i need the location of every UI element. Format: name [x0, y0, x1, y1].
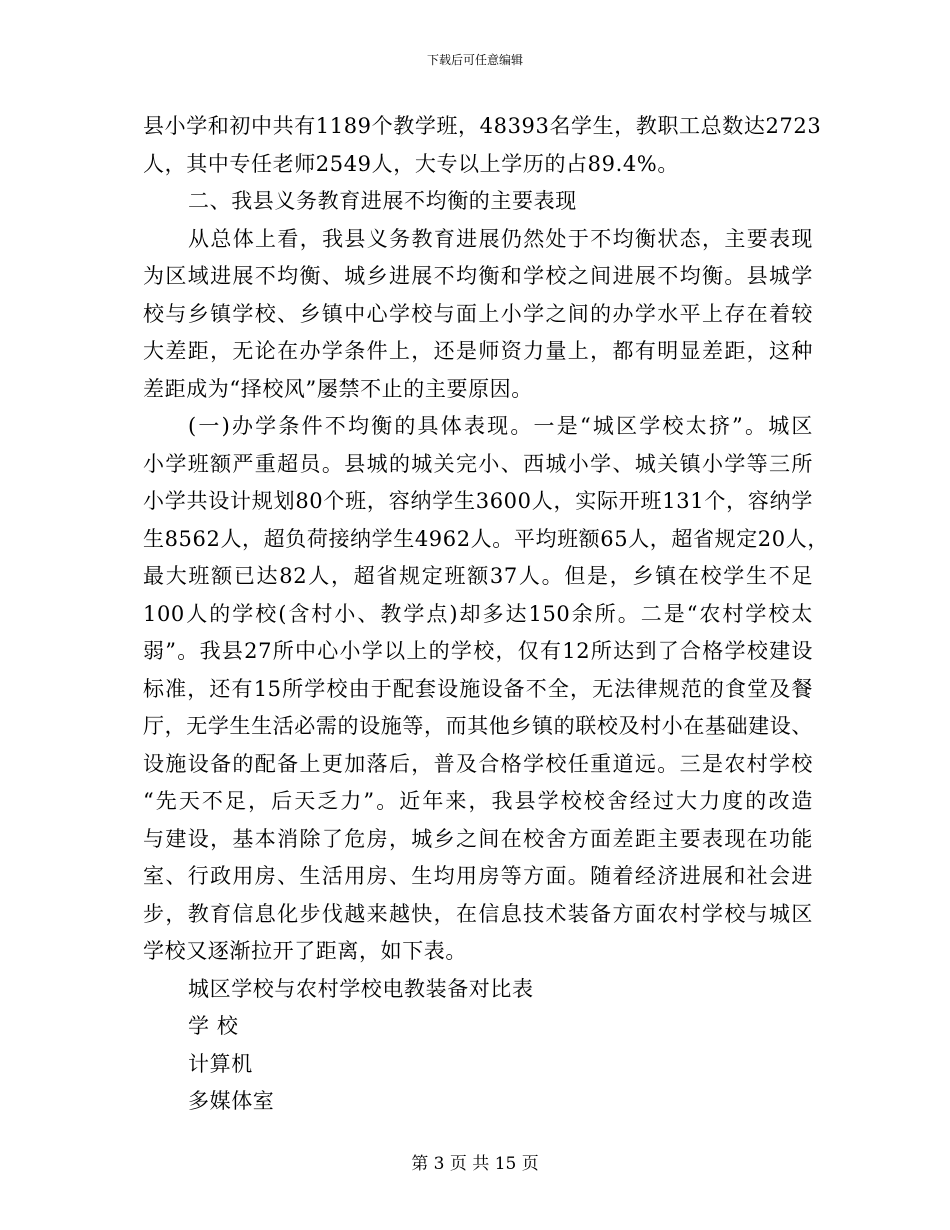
text-line-15: 弱”。我县27所中心小学以上的学校，仅有12所达到了合格学校建设 — [143, 639, 813, 663]
text-line-19: “先天不足，后天乏力”。近年来，我县学校校舍经过大力度的改造 — [143, 789, 813, 813]
section-heading: 二、我县义务教育进展不均衡的主要表现 — [188, 189, 577, 213]
text-line-7: 大差距，无论在办学条件上，还是师资力量上，都有明显差距，这种 — [143, 339, 813, 363]
table-header-computer: 计算机 — [188, 1051, 253, 1076]
text-line-23: 学校又逐渐拉开了距离，如下表。 — [143, 939, 467, 963]
text-line-16: 标准，还有15所学校由于配套设施设备不全，无法律规范的食堂及餐 — [143, 676, 813, 701]
text-line-22: 步，教育信息化步伐越来越快，在信息技术装备方面农村学校与城区 — [143, 901, 813, 926]
text-line-17: 厅，无学生生活必需的设施等，而其他乡镇的联校及村小在基础建设、 — [143, 714, 813, 738]
document-body — [143, 108, 829, 1121]
text-line-1: 县小学和初中共有1189个教学班，48393名学生，教职工总数达2723 — [143, 114, 822, 138]
page-footer: 第 3 页 共 15 页 — [411, 1154, 539, 1174]
table-caption: 城区学校与农村学校电教装备对比表 — [188, 976, 534, 1001]
table-header-school: 学 校 — [188, 1014, 239, 1038]
text-line-14: 100人的学校(含村小、教学点)却多达150余所。二是“农村学校太 — [143, 601, 813, 626]
text-line-8: 差距成为“择校风”屡禁不止的主要原因。 — [143, 376, 533, 401]
text-line-5: 为区域进展不均衡、城乡进展不均衡和学校之间进展不均衡。县城学 — [143, 264, 813, 288]
text-line-20: 与建设，基本消除了危房，城乡之间在校舍方面差距主要表现在功能 — [143, 826, 813, 851]
text-line-18: 设施设备的配备上更加落后，普及合格学校任重道远。三是农村学校 — [143, 751, 813, 776]
text-line-6: 校与乡镇学校、乡镇中心学校与面上小学之间的办学水平上存在着较 — [143, 301, 813, 326]
text-line-13: 最大班额已达82人，超省规定班额37人。但是，乡镇在校学生不足 — [143, 564, 813, 588]
text-line-12: 生8562人，超负荷接纳学生4962人。平均班额65人，超省规定20人， — [143, 526, 829, 551]
text-line-11: 小学共设计规划80个班，容纳学生3600人，实际开班131个，容纳学 — [143, 489, 813, 513]
table-header-multimedia-room: 多媒体室 — [188, 1089, 275, 1113]
text-line-10: 小学班额严重超员。县城的城关完小、西城小学、城关镇小学等三所 — [143, 451, 813, 476]
text-line-9: (一)办学条件不均衡的具体表现。一是“城区学校太挤”。城区 — [188, 414, 813, 438]
text-line-2: 人，其中专任老师2549人，大专以上学历的占89.4%。 — [143, 151, 679, 176]
text-line-21: 室、行政用房、生活用房、生均用房等方面。随着经济进展和社会进 — [143, 864, 813, 888]
page-header: 下载后可任意编辑 — [426, 53, 523, 67]
text-line-4: 从总体上看，我县义务教育进展仍然处于不均衡状态，主要表现 — [188, 226, 813, 251]
